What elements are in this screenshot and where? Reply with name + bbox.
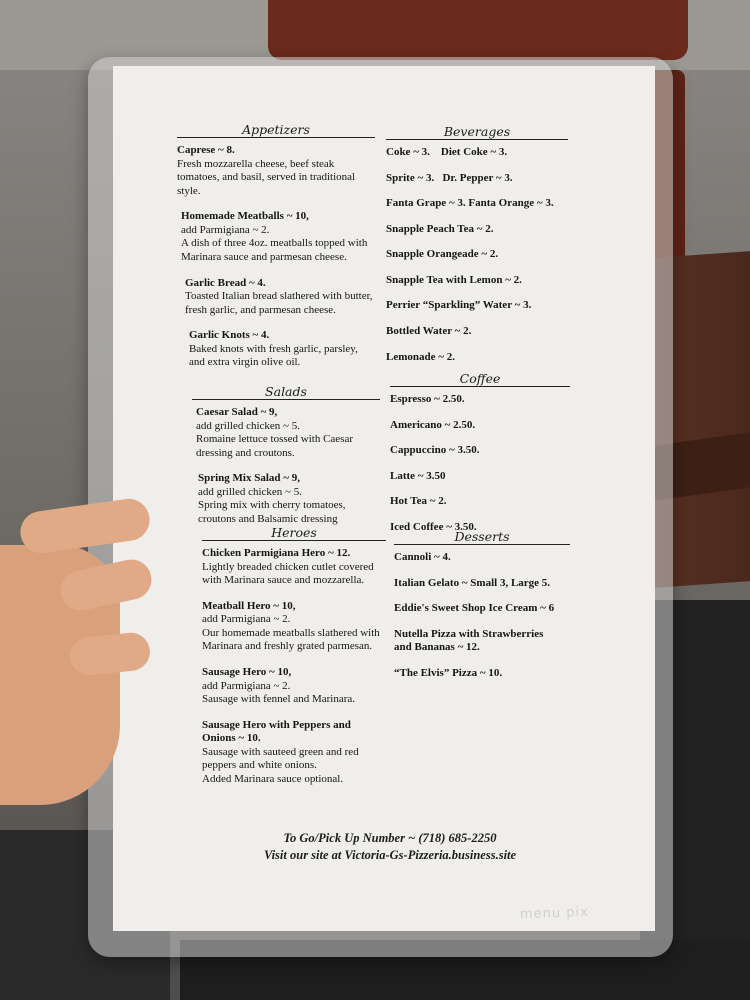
item-addon: add Parmigiana ~ 2. (202, 679, 291, 692)
dessert-item: Cannoli ~ 4. (394, 551, 451, 564)
hand (0, 505, 150, 825)
beverage-item: Snapple Tea with Lemon ~ 2. (386, 273, 522, 286)
salads-column (192, 384, 380, 539)
menu-item (177, 329, 375, 370)
finger (68, 631, 152, 677)
item-name: Spring Mix Salad ~ 9, (198, 472, 300, 485)
item-name: Caesar Salad ~ 9, (196, 406, 278, 419)
item-name: Garlic Knots ~ 4. (189, 329, 270, 342)
item-description: Sausage with fennel and Marinara. (202, 693, 356, 706)
dessert-item: Eddie's Sweet Shop Ice Cream ~ 6 (394, 602, 555, 615)
dessert-item: Italian Gelato ~ Small 3, Large 5. (394, 576, 551, 589)
item-description: Baked knots with fresh garlic, parsley, and extra virgin olive oil. (189, 342, 358, 369)
item-description: Sausage with sauteed green and red peppers and white onions. (202, 745, 359, 772)
coffee-item: Hot Tea ~ 2. (390, 495, 447, 508)
item-addon: add grilled chicken ~ 5. (196, 419, 301, 432)
menu-item (177, 144, 375, 198)
left-column (177, 122, 375, 382)
item-name: Homemade Meatballs ~ 10, (181, 210, 309, 223)
coffee-item: Cappuccino ~ 3.50. (390, 444, 480, 457)
item-description: Spring mix with cherry tomatoes, croutons and Balsamic dressing (198, 499, 346, 525)
coffee-item: Espresso ~ 2.50. (390, 393, 465, 406)
item-description: Fresh mozzarella cheese, beef steak tomatoes, and basil, served in traditional style. (177, 157, 356, 197)
thumb (18, 496, 153, 556)
desserts-column (394, 529, 570, 692)
item-description: Romaine lettuce tossed with Caesar dressing and croutons. (196, 433, 354, 459)
coffee-item: Americano ~ 2.50. (390, 418, 476, 431)
section-title-desserts: Desserts (394, 529, 570, 545)
beverage-item: Fanta Grape ~ 3. Fanta Orange ~ 3. (386, 197, 554, 210)
coffee-item: Latte ~ 3.50 (390, 469, 446, 482)
coffee-item: Iced Coffee ~ 3.50. (390, 520, 477, 533)
item-name: Garlic Bread ~ 4. (185, 276, 266, 289)
beverage-item: Lemonade ~ 2. (386, 350, 455, 363)
menu-item (202, 600, 386, 654)
item-description: Our homemade meatballs slathered with Marinara and freshly grated parmesan. (202, 626, 380, 653)
beverages-column (386, 124, 568, 376)
item-addon: add Parmigiana ~ 2. (181, 223, 270, 236)
section-title-appetizers: Appetizers (177, 122, 375, 138)
item-note: Added Marinara sauce optional. (202, 772, 344, 785)
menu-item (177, 210, 375, 264)
beverage-item: Perrier “Sparkling” Water ~ 3. (386, 299, 532, 312)
menu-item (202, 547, 386, 588)
beverage-item: Bottled Water ~ 2. (386, 324, 472, 337)
watermark: menu pix (519, 904, 590, 923)
section-title-coffee: Coffee (390, 371, 570, 387)
item-description: Toasted Italian bread slathered with butter, fresh garlic, and parmesan cheese. (185, 290, 373, 316)
heroes-column (202, 525, 386, 798)
menu-item (202, 719, 386, 787)
section-title-salads: Salads (192, 384, 380, 400)
item-description: Lightly breaded chicken cutlet covered with Marinara sauce and mozzarella. (202, 560, 374, 587)
menu-item (192, 472, 380, 526)
item-addon: add Parmigiana ~ 2. (202, 613, 291, 626)
beverage-item: Sprite ~ 3. Dr. Pepper ~ 3. (386, 171, 513, 184)
section-title-heroes: Heroes (202, 525, 386, 541)
beverage-item: Snapple Peach Tea ~ 2. (386, 222, 494, 235)
item-description: A dish of three 4oz. meatballs topped with Marinara sauce and parmesan cheese. (181, 237, 368, 263)
item-addon: add grilled chicken ~ 5. (198, 485, 303, 498)
item-name: Caprese ~ 8. (177, 144, 235, 157)
menu-item (177, 277, 375, 318)
menu-item (192, 406, 380, 460)
beverage-item: Coke ~ 3. Diet Coke ~ 3. (386, 146, 508, 159)
item-name: Sausage Hero ~ 10, (202, 665, 292, 678)
menu-footer (150, 830, 630, 864)
item-name: Meatball Hero ~ 10, (202, 599, 296, 612)
pickup-phone: To Go/Pick Up Number ~ (718) 685-2250 (283, 831, 497, 845)
item-name: Sausage Hero with Peppers and Onions ~ 10. (202, 718, 351, 745)
menu-item (202, 666, 386, 707)
chair-back (268, 0, 688, 60)
item-name: Chicken Parmigiana Hero ~ 12. (202, 547, 351, 560)
dessert-item: Nutella Pizza with Strawberries and Bananas ~ 12. (394, 627, 544, 654)
dessert-item: “The Elvis” Pizza ~ 10. (394, 666, 503, 679)
beverage-item: Snapple Orangeade ~ 2. (386, 248, 499, 261)
website-line: Visit our site at Victoria-Gs-Pizzeria.business.site (263, 847, 517, 862)
coffee-column (390, 371, 570, 546)
section-title-beverages: Beverages (386, 124, 568, 140)
